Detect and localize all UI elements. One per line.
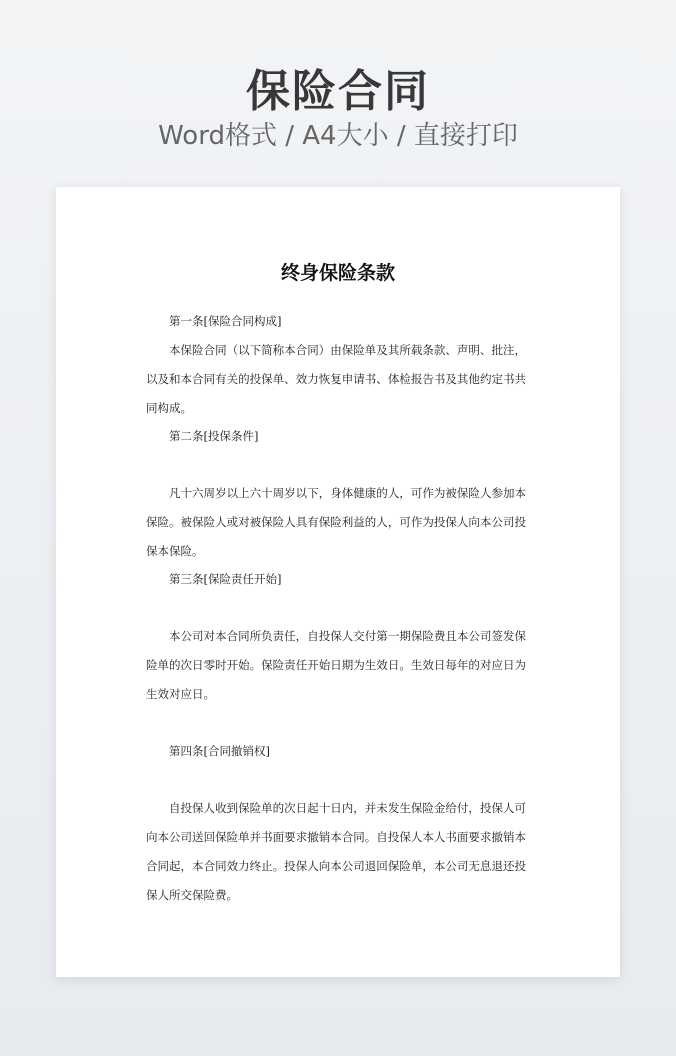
banner-title: 保险合同 bbox=[246, 66, 430, 117]
article-1-heading: 第一条[保险合同构成] bbox=[169, 314, 282, 328]
article-4-body: 自投保人收到保险单的次日起十日内，并未发生保险金给付，投保人可向本公司送回保险单并书面要求撤销本合同。自投保人本人书面要求撤销本合同起，本合同效力终止。投保人向本公司退回保险单，本公司无息退还投保人所交保险费。 bbox=[146, 801, 526, 902]
banner-subtitle: Word格式 / A4大小 / 直接打印 bbox=[158, 121, 518, 151]
article-3-body: 本公司对本合同所负责任，自投保人交付第一期保险费且本公司签发保险单的次日零时开始。保险责任开始日期为生效日。生效日每年的对应日为生效对应日。 bbox=[146, 629, 526, 701]
article-4-heading: 第四条[合同撤销权] bbox=[169, 744, 270, 758]
document-page bbox=[56, 187, 620, 977]
article-2-body: 凡十六周岁以上六十周岁以下，身体健康的人，可作为被保险人参加本保险。被保险人或对被保险人具有保险利益的人，可作为投保人向本公司投保本保险。 bbox=[146, 486, 526, 558]
article-3-heading: 第三条[保险责任开始] bbox=[169, 572, 282, 586]
document-title: 终身保险条款 bbox=[280, 262, 395, 284]
article-2-heading: 第二条[投保条件] bbox=[169, 429, 259, 443]
article-1-body: 本保险合同（以下简称本合同）由保险单及其所载条款、声明、批注，以及和本合同有关的投保单、效力恢复申请书、体检报告书及其他约定书共同构成。 bbox=[146, 343, 526, 415]
